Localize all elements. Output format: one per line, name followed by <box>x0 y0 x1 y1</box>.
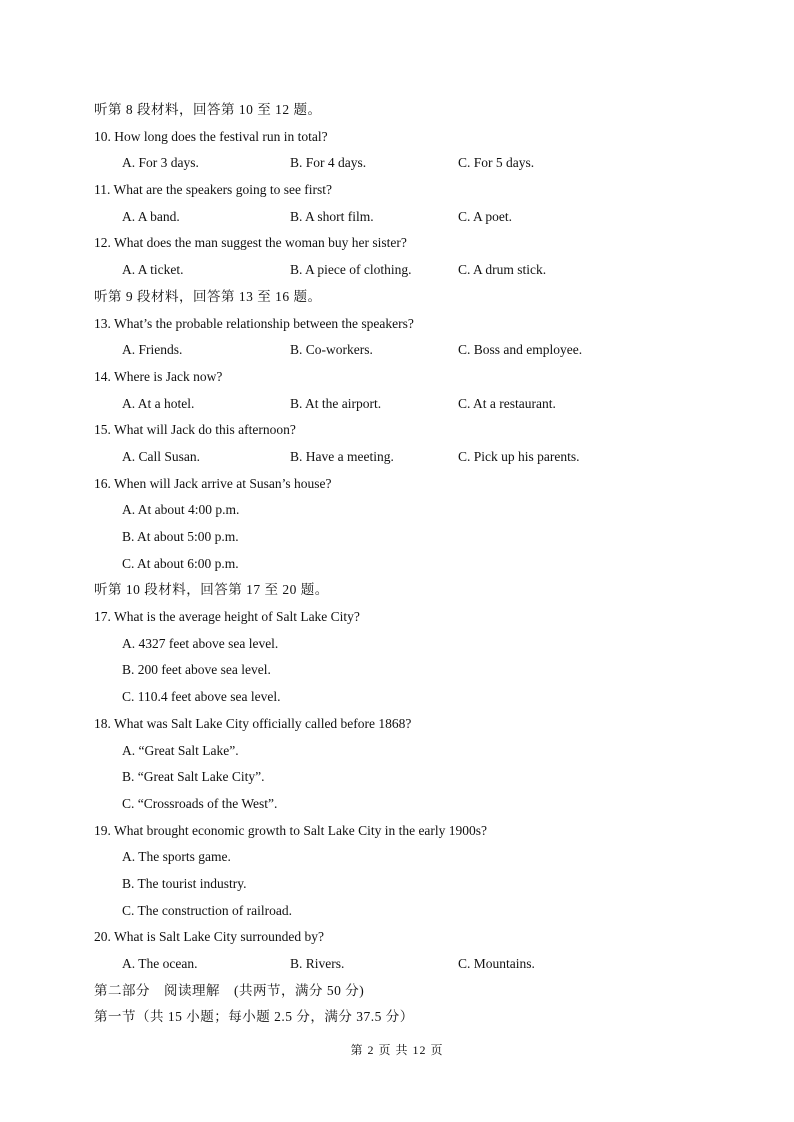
question-stem: 19. What brought economic growth to Salt Lake City in the early 1900s? <box>94 822 488 838</box>
answer-options-row <box>94 257 734 284</box>
exam-page-content <box>94 97 734 1031</box>
page-number-footer: 第 2 页 共 12 页 <box>350 1043 444 1057</box>
answer-option-c: C. A drum stick. <box>458 262 547 278</box>
answer-option-c: C. For 5 days. <box>458 155 535 171</box>
question-stem: 12. What does the man suggest the woman buy her sister? <box>94 235 407 251</box>
answer-option-b: B. Co-workers. <box>290 342 373 358</box>
question-stem: 13. What’s the probable relationship between the speakers? <box>94 315 414 331</box>
section-heading: 第二部分 阅读理解 (共两节，满分 50 分) <box>94 982 365 998</box>
question-stem: 10. How long does the festival run in total? <box>94 128 328 144</box>
question-stem: 15. What will Jack do this afternoon? <box>94 422 296 438</box>
answer-option-b: B. A piece of clothing. <box>290 262 412 278</box>
answer-option-b: B. At the airport. <box>290 395 382 411</box>
answer-option: A. The sports game. <box>122 849 231 865</box>
answer-option: C. At about 6:00 p.m. <box>122 555 239 571</box>
question-stem: 17. What is the average height of Salt Lake City? <box>94 609 360 625</box>
answer-option: B. At about 5:00 p.m. <box>122 529 239 544</box>
answer-option-b: B. For 4 days. <box>290 155 367 171</box>
answer-options-row <box>94 150 734 177</box>
answer-option-a: A. For 3 days. <box>122 155 199 171</box>
question-stem: 20. What is Salt Lake City surrounded by? <box>94 929 324 945</box>
section-heading: 听第 8 段材料，回答第 10 至 12 题。 <box>94 102 322 117</box>
section-heading: 听第 10 段材料，回答第 17 至 20 题。 <box>94 582 329 598</box>
answer-option-b: B. A short film. <box>290 208 374 224</box>
answer-option-b: B. Rivers. <box>290 956 345 971</box>
answer-option: B. “Great Salt Lake City”. <box>122 769 265 785</box>
question-stem: 14. Where is Jack now? <box>94 368 223 384</box>
answer-options-row <box>94 391 734 418</box>
answer-option: A. 4327 feet above sea level. <box>122 635 279 651</box>
section-heading: 听第 9 段材料，回答第 13 至 16 题。 <box>94 288 322 304</box>
answer-option: A. “Great Salt Lake”. <box>122 742 239 758</box>
answer-option-a: A. The ocean. <box>122 956 198 971</box>
answer-options-row <box>94 204 734 231</box>
answer-option: C. “Crossroads of the West”. <box>122 795 278 811</box>
answer-option-a: A. A ticket. <box>122 262 184 278</box>
answer-option: C. 110.4 feet above sea level. <box>122 689 281 705</box>
section-heading: 第一节（共 15 小题；每小题 2.5 分，满分 37.5 分） <box>94 1009 414 1025</box>
answer-option-b: B. Have a meeting. <box>290 448 394 464</box>
answer-option-a: A. Call Susan. <box>122 448 201 464</box>
answer-options-row <box>94 337 734 364</box>
answer-option-c: C. Mountains. <box>458 956 535 971</box>
answer-option: A. At about 4:00 p.m. <box>122 502 240 518</box>
answer-options-row <box>94 951 734 978</box>
answer-option: B. The tourist industry. <box>122 875 247 891</box>
answer-option: C. The construction of railroad. <box>122 902 292 918</box>
question-stem: 16. When will Jack arrive at Susan’s house? <box>94 475 332 491</box>
question-stem: 11. What are the speakers going to see first? <box>94 182 333 198</box>
answer-option-c: C. A poet. <box>458 208 513 224</box>
answer-option-a: A. A band. <box>122 208 180 224</box>
answer-option: B. 200 feet above sea level. <box>122 662 271 678</box>
answer-option-c: C. At a restaurant. <box>458 395 556 411</box>
answer-options-row <box>94 444 734 471</box>
answer-option-a: A. At a hotel. <box>122 395 195 411</box>
answer-option-c: C. Pick up his parents. <box>458 448 580 464</box>
answer-option-a: A. Friends. <box>122 342 183 358</box>
question-stem: 18. What was Salt Lake City officially called before 1868? <box>94 715 412 731</box>
answer-option-c: C. Boss and employee. <box>458 342 583 358</box>
